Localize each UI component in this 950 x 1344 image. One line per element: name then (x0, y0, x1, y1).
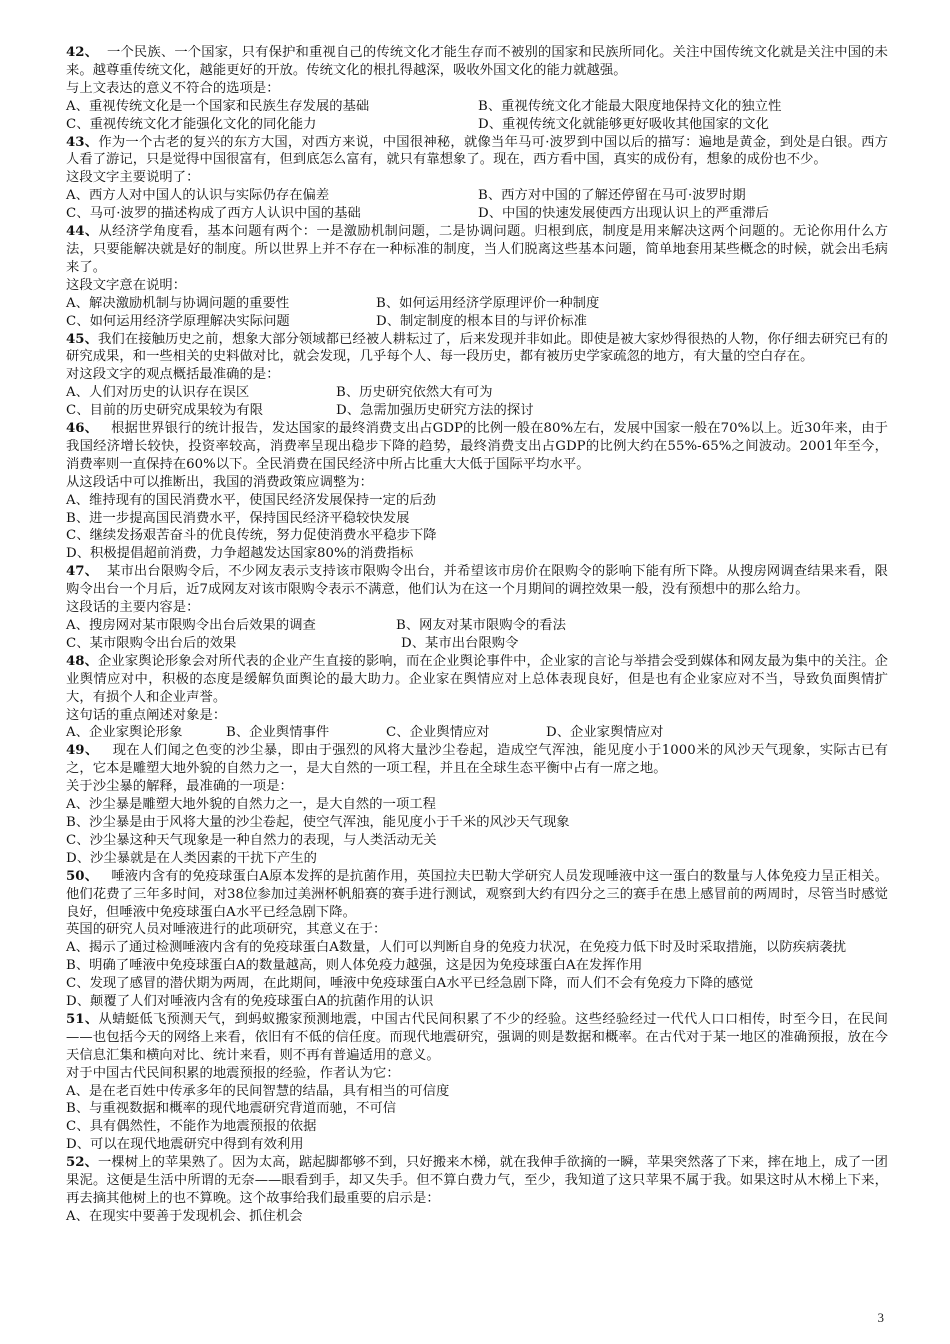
option-b: B、明确了唾液中免疫球蛋白A的数量越高，则人体免疫力越强，这是因为免疫球蛋白A在发挥作用 (66, 958, 643, 974)
option-d: D、某市出台限购令 (401, 635, 519, 651)
option-d: D、可以在现代地震研究中得到有效利用 (66, 1137, 304, 1153)
option-c: C、企业舆情应对 (386, 725, 490, 741)
question-stem: 这句话的重点阐述对象是： (66, 707, 227, 723)
question-number: 43、 (66, 134, 99, 150)
question-number: 51、 (66, 1011, 99, 1027)
question-50 (66, 868, 888, 922)
question-number: 44、 (66, 224, 99, 240)
question-stem: 从这段话中可以推断出，我国的消费政策应调整为： (66, 474, 373, 490)
option-b: B、如何运用经济学原理评价一种制度 (376, 295, 600, 311)
option-d: D、重视传统文化就能够更好吸收其他国家的文化 (478, 116, 769, 132)
question-stem: 英国的研究人员对唾液进行的此项研究，其意义在于： (66, 922, 387, 938)
option-b: B、企业舆情事件 (226, 725, 330, 741)
question-number: 52、 (66, 1155, 99, 1171)
question-46 (66, 420, 888, 474)
option-c: C、某市限购令出台后的效果 (66, 635, 237, 651)
option-c: C、具有偶然性，不能作为地震预报的依据 (66, 1119, 317, 1135)
options-row (66, 295, 888, 313)
option-c: C、继续发扬艰苦奋斗的优良传统，努力促使消费水平稳步下降 (66, 528, 437, 544)
question-44 (66, 223, 888, 277)
option-c: C、重视传统文化才能强化文化的同化能力 (66, 116, 317, 132)
question-stem: 这段话的主要内容是： (66, 600, 200, 616)
option-a: A、是在老百姓中传承多年的民间智慧的结晶，具有相当的可信度 (66, 1083, 450, 1099)
option-c: C、马可·波罗的描述构成了西方人认识中国的基础 (66, 206, 361, 222)
question-stem: 对于中国古代民间积累的地震预报的经验，作者认为它： (66, 1065, 400, 1081)
question-42 (66, 44, 888, 80)
options-row (66, 116, 888, 134)
options-row (66, 402, 888, 420)
question-number: 48、 (66, 653, 99, 669)
question-45 (66, 331, 888, 367)
options-row (66, 724, 888, 742)
options-row (66, 98, 888, 116)
option-d: D、企业家舆情应对 (546, 725, 664, 741)
question-stem: 对这段文字的观点概括最准确的是： (66, 367, 280, 383)
option-a: A、维持现有的国民消费水平，使国民经济发展保持一定的后劲 (66, 492, 437, 508)
options-row (66, 187, 888, 205)
option-a: A、西方人对中国人的认识与实际仍存在偏差 (66, 188, 330, 204)
option-b: B、与重视数据和概率的现代地震研究背道而驰，不可信 (66, 1101, 397, 1117)
option-a: A、人们对历史的认识存在误区 (66, 385, 250, 401)
question-text: 某市出台限购令后，不少网友表示支持该市限购令出台，并希望该市房价在限购令的影响下能有所下降。从搜房网调查结果来看，限购令出台一个月后，近7成网友对该市限购令表示不满意，他们认为在这一个月期间的调控效果一般，没有预想中的那么给力。 (66, 564, 888, 598)
option-a: A、揭示了通过检测唾液内含有的免疫球蛋白A数量，人们可以判断自身的免疫力状况，在免疫力低下时及时采取措施，以防疾病袭扰 (66, 940, 847, 956)
question-number: 46、 (66, 421, 99, 437)
question-48 (66, 653, 888, 707)
option-a: A、重视传统文化是一个国家和民族生存发展的基础 (66, 98, 370, 114)
question-text: 一个民族、一个国家，只有保护和重视自己的传统文化才能生存而不被别的国家和民族所同化。关注中国传统文化就是关注中国的未来。越尊重传统文化，越能更好的开放。传统文化的根扎得越深，吸收外国文化的能力就越强。 (66, 45, 888, 78)
question-text: 从蜻蜓低飞预测天气，到蚂蚁搬家预测地震，中国古代民间积累了不少的经验。这些经验经过一代代人口口相传，时至今日，在民间——也包括今天的网络上来看，依旧有不低的信任度。而现代地震研究，强调的则是数据和概率。在古代对于某一地区的准确预报，放在今天信息汇集和横向对比、统计来看，则不再有普遍适用的意义。 (66, 1011, 888, 1063)
question-stem: 这段文字主要说明了： (66, 170, 200, 186)
options-row (66, 635, 888, 653)
option-a: A、解决激励机制与协调问题的重要性 (66, 295, 290, 311)
options-row (66, 384, 888, 402)
option-b: B、网友对某市限购令的看法 (396, 618, 566, 633)
option-c: C、发现了感冒的潜伏期为两周，在此期间，唾液中免疫球蛋白A水平已经急剧下降，而人们不会有免疫力下降的感觉 (66, 976, 754, 992)
option-d: D、积极提倡超前消费，力争超越发达国家80%的消费指标 (66, 546, 414, 562)
question-text: 现在人们闻之色变的沙尘暴，即由于强烈的风将大量沙尘卷起，造成空气浑浊，能见度小于1000米的风沙天气现象，实际古已有之，它本是雕塑大地外貌的自然力之一，是大自然的一项工程，并且在全球生态平衡中占有一席之地。 (66, 743, 888, 777)
option-d: D、中国的快速发展使西方出现认识上的严重滞后 (478, 206, 769, 222)
question-number: 47、 (66, 564, 99, 580)
question-number: 50、 (66, 868, 99, 884)
option-b: B、西方对中国的了解还停留在马可·波罗时期 (478, 188, 746, 204)
question-number: 42、 (66, 45, 99, 60)
option-c: C、目前的历史研究成果较为有限 (66, 403, 264, 419)
option-d: D、颠覆了人们对唾液内含有的免疫球蛋白A的抗菌作用的认识 (66, 994, 434, 1010)
options-row (66, 313, 888, 331)
option-a: A、沙尘暴是雕塑大地外貌的自然力之一，是大自然的一项工程 (66, 797, 437, 813)
question-47 (66, 563, 888, 599)
option-d: D、制定制度的根本目的与评价标准 (376, 313, 587, 329)
option-c: C、如何运用经济学原理解决实际问题 (66, 313, 290, 329)
option-b: B、重视传统文化才能最大限度地保持文化的独立性 (478, 98, 782, 114)
question-text: 从经济学角度看，基本问题有两个：一是激励机制问题，二是协调问题。归根到底，制度是用来解决这两个问题的。无论你用什么方法，只要能解决就是好的制度。所以世界上并不存在一种标准的制度，当人们脱离这些基本问题，简单地套用某些概念的时候，就会出毛病来了。 (66, 224, 888, 275)
question-stem: 与上文表达的意义不符合的选项是： (66, 80, 280, 96)
option-b: B、沙尘暴是由于风将大量的沙尘卷起，使空气浑浊，能见度小于千米的风沙天气现象 (66, 814, 570, 830)
question-text: 我们在接触历史之前，想象大部分领域都已经被人耕耘过了，后来发现并非如此。即使是被大家炒得很热的人物，你仔细去研究已有的研究成果，和一些相关的史料做对比，就会发现，几乎每个人、每一段历史，都有被历史学家疏忽的地方，有大量的空白存在。 (66, 331, 889, 365)
options-row (66, 617, 888, 635)
question-stem: 关于沙尘暴的解释，最准确的一项是： (66, 779, 293, 795)
question-text: 一棵树上的苹果熟了。因为太高，踮起脚都够不到，只好搬来木梯，就在我伸手欲摘的一瞬，苹果突然落了下来，摔在地上，成了一团果泥。这便是生活中所谓的无奈——眼看到手，却又失手。但不算白费力气，至少，我知道了这只苹果不属于我。如果这时从木梯上下来，再去摘其他树上的也不算晚。这个故事给我们最重要的启示是： (66, 1155, 889, 1206)
question-text: 企业家舆论形象会对所代表的企业产生直接的影响，而在企业舆论事件中，企业家的言论与举措会受到媒体和网友最为集中的关注。企业舆情应对中，积极的态度是缓解负面舆论的最大助力。企业家在舆情应对上总体表现良好，但是也有企业家应对不当，导致负面舆情扩大，有损个人和企业声誉。 (66, 653, 889, 705)
option-b: B、历史研究依然大有可为 (336, 385, 493, 401)
question-49 (66, 742, 888, 778)
question-number: 49、 (66, 743, 99, 759)
question-52 (66, 1154, 888, 1208)
option-a: A、企业家舆论形象 (66, 725, 183, 741)
option-a: A、在现实中要善于发现机会、抓住机会 (66, 1208, 303, 1224)
option-c: C、沙尘暴这种天气现象是一种自然力的表现，与人类活动无关 (66, 832, 437, 848)
option-a: A、搜房网对某市限购令出台后效果的调查 (66, 618, 316, 633)
question-number: 45、 (66, 331, 99, 347)
option-d: D、急需加强历史研究方法的探讨 (336, 403, 534, 419)
options-row (66, 205, 888, 223)
question-text: 根据世界银行的统计报告，发达国家的最终消费支出占GDP的比例一般在80%左右，发展中国家一般在70%以上。近30年来，由于我国经济增长较快，投资率较高，消费率呈现出稳步下降的趋势，最终消费支出占GDP的比例大约在55%-65%之间波动。2001年至今，消费率则一直保持在60%以下。全民消费在国民经济中所占比重大大低于国际平均水平。 (66, 421, 888, 472)
option-b: B、进一步提高国民消费水平，保持国民经济平稳较快发展 (66, 510, 410, 526)
question-text: 作为一个古老的复兴的东方大国，对西方来说，中国很神秘，就像当年马可·波罗到中国以后的描写：遍地是黄金，到处是白银。西方人看了游记，只是觉得中国很富有，但到底怎么富有，就只有靠想象了。现在，西方看中国，真实的成份有，想象的成份也不少。 (66, 134, 888, 168)
question-51 (66, 1011, 888, 1065)
option-d: D、沙尘暴就是在人类因素的干扰下产生的 (66, 850, 317, 866)
question-stem: 这段文字意在说明： (66, 277, 187, 293)
question-43 (66, 134, 888, 170)
page-number: 3 (877, 1310, 884, 1325)
question-text: 唾液内含有的免疫球蛋白A原本发挥的是抗菌作用，英国拉夫巴勒大学研究人员发现唾液中这一蛋白的数量与人体免疫力呈正相关。他们花费了三年多时间，对38位参加过美洲杯帆船赛的赛手进行测试，观察到大约有四分之三的赛手在患上感冒前的两周时，尽管当时感觉良好，但唾液中免疫球蛋白A水平已经急剧下降。 (66, 868, 888, 920)
document-page (66, 44, 888, 1226)
